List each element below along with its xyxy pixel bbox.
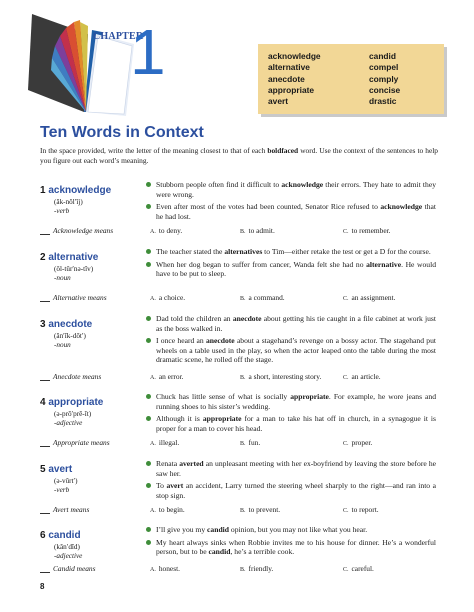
choice-letter: B. <box>240 296 246 302</box>
bullet-icon <box>146 316 151 321</box>
meaning-prompt: Avert means <box>53 505 90 514</box>
entry-heading <box>40 525 150 561</box>
context-sentence: Stubborn people often find it difficult to acknowledge their errors. They hate to admit they were wrong. <box>146 180 436 199</box>
meaning-prompt: Candid means <box>53 564 96 573</box>
page-number: 8 <box>40 582 45 591</box>
context-sentence: Chuck has little sense of what is socially appropriate. For example, he wore jeans and running shoes to his sister’s wedding. <box>146 392 436 411</box>
instructions-text: In the space provided, write the letter of the meaning closest to that of each boldfaced word. Use the context of the sentences to help you figure out each word’s meaning. <box>40 146 438 166</box>
entry-pronunciation: (kăn′dĭd) <box>54 543 80 551</box>
entry-pronunciation: (ăn′ĭk-dōt′) <box>54 332 86 340</box>
target-word-emphasis: alternative <box>366 259 402 269</box>
meaning-question <box>40 564 440 573</box>
context-sentence: When her dog began to suffer from cancer, Wanda felt she had no alternative. He would have to be put to sleep. <box>146 260 436 279</box>
entry-number: 2 <box>40 252 49 263</box>
context-sentence: The teacher stated the alternatives to Tim—either retake the test or get a D for the course. <box>146 247 436 257</box>
entry-heading <box>40 247 150 283</box>
context-sentence: Dad told the children an anecdote about getting his tie caught in a file cabinet at work just as the boss walked in. <box>146 314 436 333</box>
choice-letter: C. <box>343 567 349 573</box>
context-sentence: Although it is appropriate for a man to take his hat off in church, in a synagogue it is proper for a man to cover his head. <box>146 414 436 433</box>
bullet-icon <box>146 182 151 187</box>
bullet-icon <box>146 461 151 466</box>
choice-text: to remember. <box>351 226 391 235</box>
context-sentences <box>146 247 436 282</box>
choice-text: proper. <box>351 438 373 447</box>
section-title: Ten Words in Context <box>40 124 204 141</box>
meaning-prompt: Alternative means <box>53 293 107 302</box>
entry-word: appropriate <box>48 397 104 408</box>
choice-text: an error. <box>158 372 184 381</box>
entry-part-of-speech: -verb <box>54 207 70 215</box>
choice-letter: C. <box>343 375 349 381</box>
context-sentence: To avert an accident, Larry turned the steering wheel sharply to the right—and ran into a stop sign. <box>146 481 436 500</box>
answer-choice <box>150 372 183 381</box>
context-sentences <box>146 525 436 560</box>
entry-pronunciation: (ə-vûrt′) <box>54 477 78 485</box>
meaning-question <box>40 226 440 235</box>
choice-text: to report. <box>351 505 379 514</box>
target-word-emphasis: acknowledge <box>380 202 423 212</box>
entry-number: 6 <box>40 530 49 541</box>
entry-part-of-speech: -noun <box>54 274 71 282</box>
choice-text: an assignment. <box>351 293 396 302</box>
answer-choice <box>240 293 285 302</box>
meaning-prompt: Anecdote means <box>53 372 102 381</box>
answer-choice <box>240 438 260 447</box>
entry-word: acknowledge <box>48 185 112 196</box>
answer-choice <box>240 505 280 514</box>
entry-heading <box>40 392 150 428</box>
entry-word: candid <box>48 530 81 541</box>
instructions <box>40 146 438 166</box>
choice-letter: C. <box>343 508 349 514</box>
context-sentence: Even after most of the votes had been counted, Senator Rice refused to acknowledge that he had lost. <box>146 202 436 221</box>
context-sentence: Renata averted an unpleasant meeting with her ex-boyfriend by leaving the store before he saw her. <box>146 459 436 478</box>
choice-letter: A. <box>150 296 156 302</box>
entry-pronunciation: (ăk-nŏl′ĭj) <box>54 198 83 206</box>
meaning-question <box>40 372 440 381</box>
context-sentences <box>146 314 436 368</box>
answer-choice <box>343 293 395 302</box>
choice-text: a short, interesting story. <box>248 372 322 381</box>
context-sentences <box>146 392 436 436</box>
chapter-label: CHAPTER <box>93 31 144 42</box>
choice-text: a command. <box>248 293 285 302</box>
choice-text: to admit. <box>248 226 275 235</box>
word-list-item: candid <box>369 51 396 61</box>
entry-number: 3 <box>40 319 49 330</box>
choice-text: a choice. <box>158 293 186 302</box>
entry-part-of-speech: -noun <box>54 341 71 349</box>
entry-word: anecdote <box>48 319 93 330</box>
choice-text: to begin. <box>158 505 185 514</box>
meaning-prompt: Acknowledge means <box>53 226 114 235</box>
answer-choice <box>150 226 182 235</box>
word-list-item: drastic <box>369 96 397 107</box>
choice-letter: A. <box>150 375 156 381</box>
choice-letter: C. <box>343 229 349 235</box>
instructions-emphasis: boldfaced <box>267 146 299 155</box>
choice-text: to deny. <box>158 226 183 235</box>
entry-word: alternative <box>48 252 99 263</box>
bullet-icon <box>146 338 151 343</box>
answer-choice <box>240 226 275 235</box>
target-word-emphasis: appropriate <box>290 392 329 401</box>
choice-text: careful. <box>351 564 374 573</box>
choice-letter: B. <box>240 441 246 447</box>
answer-blank[interactable] <box>40 301 50 302</box>
answer-blank[interactable] <box>40 572 50 573</box>
bullet-icon <box>146 394 151 399</box>
bullet-icon <box>146 249 151 254</box>
word-list-column-2 <box>369 51 400 107</box>
choice-letter: A. <box>150 508 156 514</box>
word-list-item: acknowledge <box>268 51 321 61</box>
target-word-emphasis: avert <box>166 481 184 491</box>
bullet-icon <box>146 483 151 488</box>
entry-part-of-speech: -adjective <box>54 552 83 560</box>
bullet-icon <box>146 262 151 267</box>
word-list-item: concise <box>369 84 401 95</box>
choice-text: friendly. <box>248 564 274 573</box>
answer-choice <box>343 226 391 235</box>
meaning-question <box>40 505 440 514</box>
choice-letter: B. <box>240 508 246 514</box>
meaning-prompt: Appropriate means <box>53 438 110 447</box>
meaning-question <box>40 438 440 447</box>
word-list-item: alternative <box>268 62 310 73</box>
answer-choice <box>240 564 273 573</box>
target-word-emphasis: anecdote <box>205 336 235 346</box>
bullet-icon <box>146 527 151 532</box>
choice-letter: C. <box>343 296 349 302</box>
entry-number: 5 <box>40 464 49 475</box>
target-word-emphasis: anecdote <box>232 314 262 323</box>
choice-letter: A. <box>150 441 156 447</box>
target-word-emphasis: appropriate <box>202 414 242 424</box>
meaning-question <box>40 293 440 302</box>
context-sentence: I once heard an anecdote about a stagehand’s revenge on a bossy actor. The stagehand put wheels on a table used in the play, so when the actor leaped onto the table during the most dramatic scene, he rolled off the stage. <box>146 336 436 365</box>
word-list-item: appropriate <box>268 84 315 95</box>
target-word-emphasis: candid <box>207 525 229 534</box>
word-list-item: comply <box>369 73 399 84</box>
context-sentence: My heart always sinks when Robbie invites me to his house for dinner. He’s a wonderful person, but to be candid, he’s a terrible cook. <box>146 538 436 557</box>
answer-choice <box>343 505 379 514</box>
answer-blank[interactable] <box>40 380 50 381</box>
chapter-number: 1 <box>130 16 166 88</box>
answer-choice <box>240 372 321 381</box>
choice-text: to prevent. <box>248 505 281 514</box>
word-list-item: anecdote <box>268 73 305 84</box>
entry-number: 1 <box>40 185 49 196</box>
choice-text: an article. <box>351 372 381 381</box>
entry-heading <box>40 459 150 495</box>
target-word-emphasis: candid <box>208 547 231 557</box>
entry-word: avert <box>48 464 73 475</box>
answer-blank[interactable] <box>40 234 50 235</box>
choice-letter: B. <box>240 375 246 381</box>
answer-blank[interactable] <box>40 446 50 447</box>
answer-choice <box>150 293 185 302</box>
answer-choice <box>343 372 381 381</box>
answer-choice <box>150 505 185 514</box>
word-list-box <box>258 44 444 114</box>
entry-part-of-speech: -verb <box>54 486 70 494</box>
answer-choice <box>343 564 374 573</box>
entry-pronunciation: (ôl-tûr′nə-tĭv) <box>54 265 94 273</box>
target-word-emphasis: averted <box>179 459 204 468</box>
bullet-icon <box>146 204 151 209</box>
bullet-icon <box>146 540 151 545</box>
target-word-emphasis: alternatives <box>224 247 263 256</box>
choice-letter: C. <box>343 441 349 447</box>
word-list-item: avert <box>268 96 289 107</box>
bullet-icon <box>146 416 151 421</box>
choice-letter: A. <box>150 229 156 235</box>
entry-number: 4 <box>40 397 49 408</box>
entry-part-of-speech: -adjective <box>54 419 83 427</box>
context-sentences <box>146 180 436 224</box>
context-sentence: I’ll give you my candid opinion, but you may not like what you hear. <box>146 525 436 535</box>
answer-choice <box>343 438 372 447</box>
choice-letter: B. <box>240 229 246 235</box>
choice-text: fun. <box>248 438 261 447</box>
target-word-emphasis: acknowledge <box>281 180 324 189</box>
entry-heading <box>40 314 150 350</box>
choice-text: honest. <box>158 564 180 573</box>
choice-letter: A. <box>150 567 156 573</box>
context-sentences <box>146 459 436 503</box>
answer-choice <box>150 564 180 573</box>
word-list-item: compel <box>369 62 399 73</box>
entry-pronunciation: (ə-prō′prē-ĭt) <box>54 410 92 418</box>
word-list-column-1 <box>268 51 321 107</box>
chapter-header <box>0 0 474 118</box>
entry-heading <box>40 180 150 216</box>
choice-text: illegal. <box>158 438 180 447</box>
choice-letter: B. <box>240 567 246 573</box>
answer-blank[interactable] <box>40 513 50 514</box>
answer-choice <box>150 438 179 447</box>
